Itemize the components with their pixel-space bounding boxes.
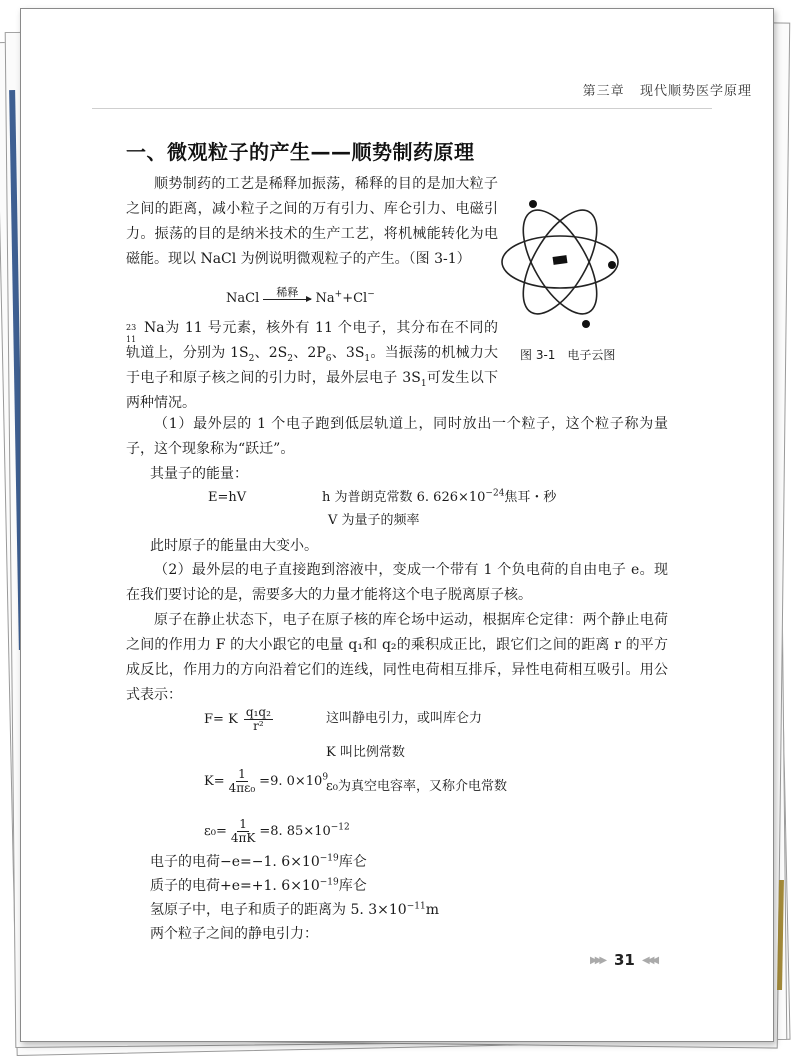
formula-f-lhs: F= <box>204 712 224 727</box>
formula-eps-value: =8. 85×10 <box>259 824 331 839</box>
coulomb-paragraph: 原子在静止状态下，电子在原子核的库仑场中运动，根据库仑定律：两个静止电荷之间的作用力 F 的大小跟它的电量 q₁和 q₂的乘积成正比，跟它们之间的距离 r 的平方成反比，作用力的方向沿着它们的连线，同性电荷相互排斥，异性电荷相互吸引。用公式表示： <box>126 612 668 703</box>
running-header <box>583 80 752 99</box>
sodium-symbol: Na <box>144 320 165 336</box>
reaction-equation <box>226 286 375 306</box>
closing-line: 两个粒子之间的静电引力： <box>150 926 318 942</box>
planck-unit: 焦耳・秒 <box>504 490 557 505</box>
frequency-note: V 为量子的频率 <box>328 513 420 528</box>
formula-f-k: K <box>228 712 238 727</box>
coulomb-force-note: 这叫静电引力，或叫库仑力 <box>326 711 483 726</box>
atomic-number: 11 <box>126 335 137 344</box>
sep-2: 、2P <box>293 345 326 361</box>
formula-f-denominator: r² <box>253 719 264 733</box>
sub-1: 2 <box>248 353 255 364</box>
footer-arrow-left-icon: ▶▶▶ <box>590 955 605 966</box>
sub-2: 2 <box>287 353 294 364</box>
formula-k-fraction <box>227 768 258 795</box>
reactant: NaCl <box>226 291 260 306</box>
permittivity-note: ε₀为真空电容率，又称介电常数 <box>326 779 507 794</box>
header-rule <box>92 108 712 109</box>
hydrogen-distance-exponent: −11 <box>406 901 426 912</box>
electron-charge-text: 电子的电荷−e=−1. 6×10 <box>150 854 320 870</box>
proportionality-note: K 叫比例常数 <box>326 745 405 760</box>
case-1-paragraph: （1）最外层的 1 个电子跑到低层轨道上，同时放出一个粒子，这个粒子称为量子，这个现象称为“跃迁”。 <box>126 416 668 457</box>
electron-charge <box>150 850 367 875</box>
hydrogen-distance-text: 氢原子中，电子和质子的距离为 5. 3×10 <box>150 902 407 918</box>
planck-note <box>322 487 556 509</box>
nucleus <box>553 255 568 265</box>
energy-change: 此时原子的能量由大变小。 <box>150 538 318 554</box>
formula-k-value: =9. 0×10 <box>259 774 323 789</box>
sodium-text-1: 为 11 号元素，核外有 11 个电子，其分布在不同的轨道上，分别为 1S <box>126 320 498 361</box>
proton-charge-text: 质子的电荷+e=+1. 6×10 <box>150 878 320 894</box>
formula-eps-exponent: −12 <box>330 822 350 833</box>
sep-3: 、3S <box>331 345 365 361</box>
arrow-label: 稀释 <box>276 286 299 299</box>
formula-k-numerator: 1 <box>238 767 246 781</box>
energy-intro: 其量子的能量： <box>150 466 248 482</box>
case-2-paragraph: （2）最外层的电子直接跑到溶液中，变成一个带有 1 个负电荷的自由电子 e。现在我们要讨论的是，需要多大的力量才能将这个电子脱离原子核。 <box>126 562 668 603</box>
sep-1: 、2S <box>254 345 288 361</box>
planck-text: h 为普朗克常数 6. 626×10 <box>322 490 486 505</box>
product-chloride: +Cl <box>342 291 368 306</box>
sodium-paragraph <box>126 316 498 416</box>
electron-1 <box>529 200 537 208</box>
product-sodium: Na <box>315 291 335 306</box>
mass-number: 23 <box>126 323 137 332</box>
sub-4: 1 <box>364 353 371 364</box>
electron-2 <box>608 261 616 269</box>
formula-coulomb <box>204 706 275 733</box>
sub-3: 6 <box>325 353 332 364</box>
planck-exponent: −24 <box>485 488 505 499</box>
sub-5: 1 <box>420 378 427 389</box>
figure-caption: 图 3-1 电子云图 <box>520 348 616 362</box>
minus-charge: − <box>367 289 375 300</box>
formula-eps-denominator: 4πK <box>230 831 256 845</box>
electron-cloud-diagram <box>500 190 620 335</box>
electron-charge-unit: 库仑 <box>338 854 367 870</box>
proton-charge-exponent: −19 <box>319 877 339 888</box>
chapter-number: 第三章 <box>582 84 625 99</box>
sodium-text-3: 可发生以下两种情况。 <box>126 370 499 411</box>
formula-k-lhs: K= <box>204 774 225 789</box>
section-title: 一、微观粒子的产生——顺势制药原理 <box>126 140 475 164</box>
formula-eps-fraction <box>229 818 258 845</box>
intro-paragraph: 顺势制药的工艺是稀释加振荡，稀释的目的是加大粒子之间的距离，减小粒子之间的万有引力、库仑引力、电磁引力。振荡的目的是纳米技术的生产工艺，将机械能转化为电磁能。现以 NaCl 为例说明微观粒子的产生。（图 3-1） <box>126 176 498 267</box>
formula-f-numerator: q₁q₂ <box>245 705 271 719</box>
formula-k-denominator: 4πε₀ <box>228 781 256 795</box>
energy-formula: E=hV <box>208 490 247 505</box>
hydrogen-distance <box>150 898 439 923</box>
formula-k-exponent: 9 <box>322 772 329 783</box>
formula-eps-numerator: 1 <box>239 817 247 831</box>
reaction-arrow <box>263 286 311 300</box>
page-number: 31 <box>614 951 635 969</box>
formula-k <box>204 768 328 795</box>
hydrogen-distance-unit: m <box>425 902 439 918</box>
formula-epsilon <box>204 818 350 845</box>
chapter-title: 现代顺势医学原理 <box>639 84 752 99</box>
arrow-line <box>263 299 311 300</box>
proton-charge-unit: 库仑 <box>338 878 367 894</box>
electron-3 <box>582 320 590 328</box>
footer-arrow-right-icon: ◀◀◀ <box>642 955 657 966</box>
proton-charge <box>150 874 367 899</box>
sodium-text-2: 。当振荡的机械力大于电子和原子核之间的引力时，最外层电子 3S <box>126 345 499 386</box>
formula-eps-lhs: ε₀= <box>204 824 227 839</box>
plus-charge: + <box>334 289 343 300</box>
sodium-isotope <box>126 321 144 344</box>
formula-f-fraction <box>244 706 273 733</box>
electron-charge-exponent: −19 <box>319 853 339 864</box>
